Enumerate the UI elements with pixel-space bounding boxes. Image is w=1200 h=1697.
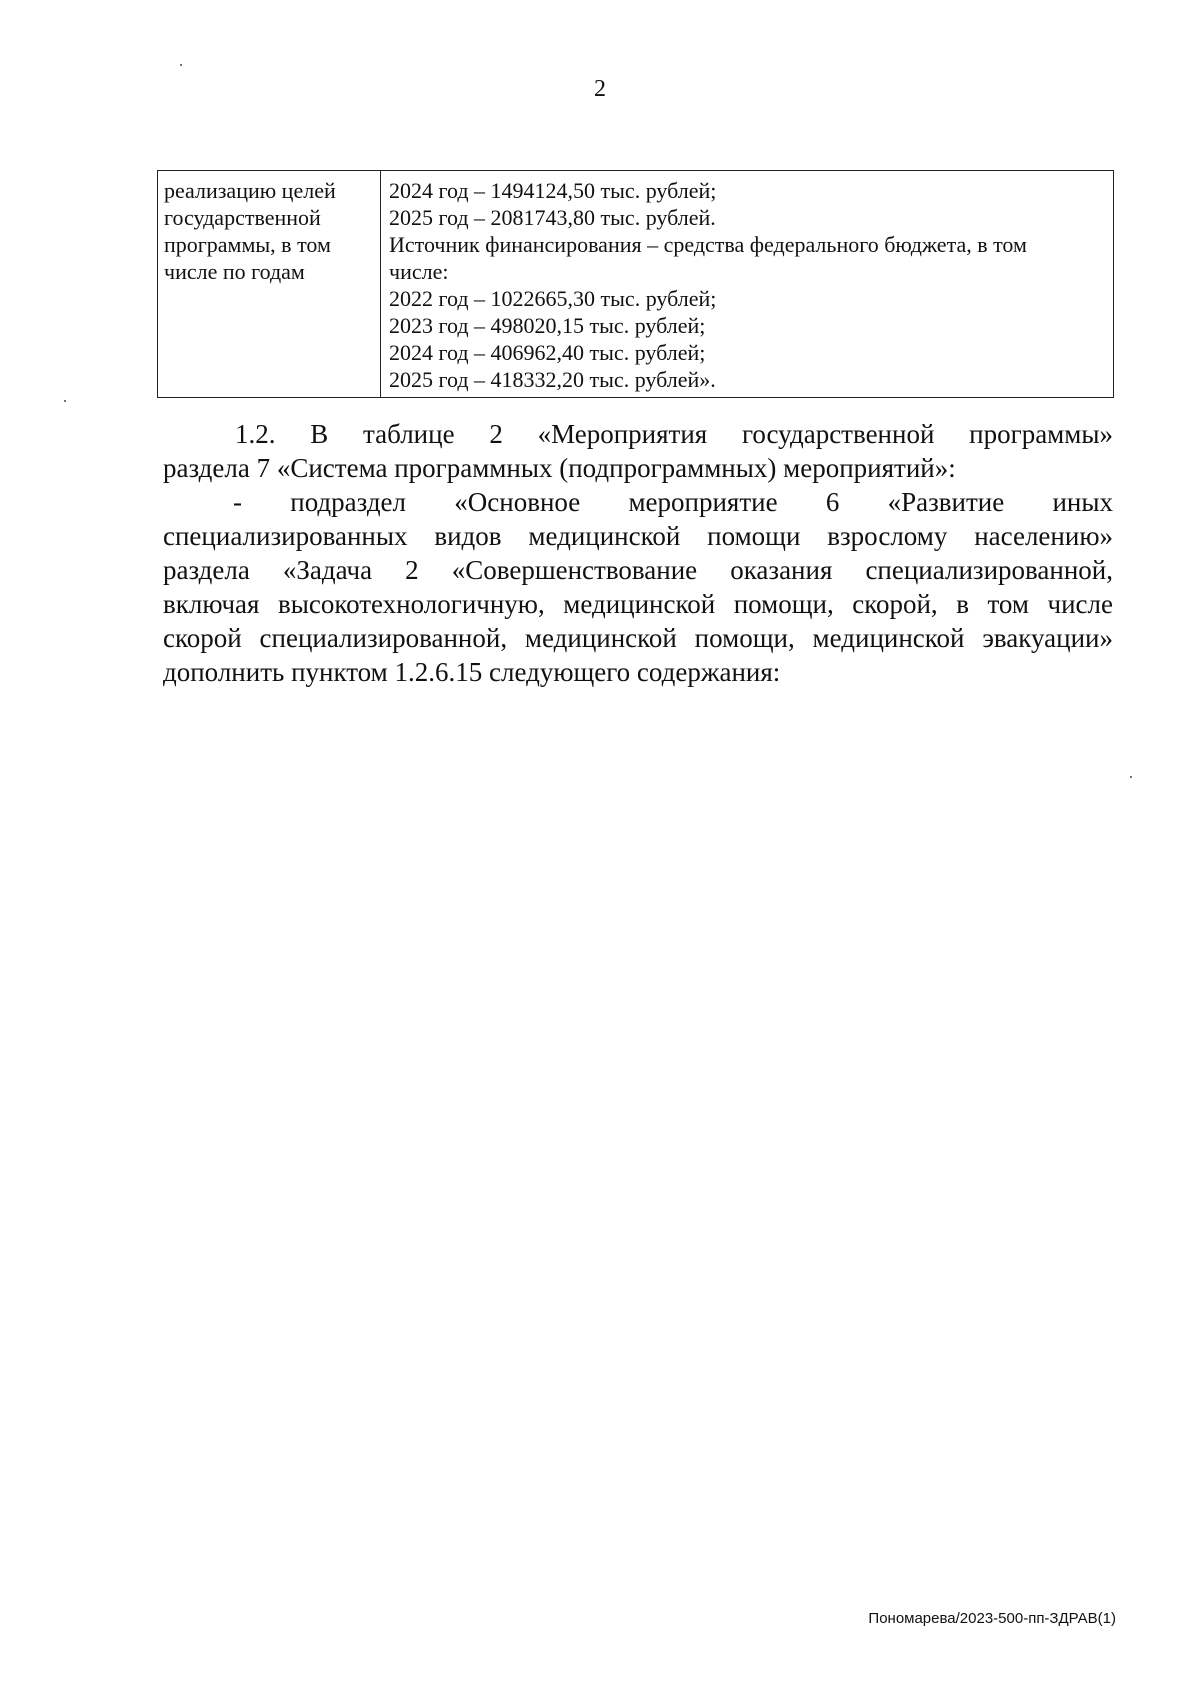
text-line: раздела «Задача 2 «Совершенствование оказания специализированной, [163, 555, 1113, 585]
table-row [158, 171, 1114, 398]
paragraph-subsection [163, 485, 1113, 689]
cell-line: 2022 год – 1022665,30 тыс. рублей; [389, 286, 717, 311]
text-line: дополнить пунктом 1.2.6.15 следующего содержания: [163, 657, 781, 687]
text-line: 1.2. В таблице 2 «Мероприятия государственной программы» [235, 419, 1113, 449]
text-line: раздела 7 «Система программных (подпрограммных) мероприятий»: [163, 453, 956, 483]
page-number: 2 [594, 76, 606, 102]
cell-line: Источник финансирования – средства федерального бюджета, в том [389, 232, 1027, 257]
text-line: специализированных видов медицинской помощи взрослому населению» [163, 521, 1113, 551]
table-cell-values [381, 171, 1114, 398]
cell-line: числе по годам [164, 259, 305, 284]
cell-line: реализацию целей [164, 178, 336, 203]
cell-line: числе: [389, 259, 449, 284]
scan-speck [1130, 776, 1132, 778]
text-line: скорой специализированной, медицинской помощи, медицинской эвакуации» [163, 623, 1113, 653]
cell-line: 2025 год – 2081743,80 тыс. рублей. [389, 205, 716, 230]
scan-speck [180, 64, 182, 66]
cell-line: 2025 год – 418332,20 тыс. рублей». [389, 367, 716, 392]
scan-speck [64, 400, 66, 402]
document-footer-code: Пономарева/2023-500-пп-ЗДРАВ(1) [868, 1610, 1116, 1627]
cell-line: 2024 год – 406962,40 тыс. рублей; [389, 340, 706, 365]
paragraph-1-2 [163, 417, 1113, 485]
text-line: - подраздел «Основное мероприятие 6 «Развитие иных [233, 487, 1113, 517]
cell-line: 2023 год – 498020,15 тыс. рублей; [389, 313, 706, 338]
cell-line: программы, в том [164, 232, 331, 257]
cell-line: 2024 год – 1494124,50 тыс. рублей; [389, 178, 717, 203]
table-cell-label [158, 171, 381, 398]
cell-line: государственной [164, 205, 321, 230]
funding-table [157, 170, 1114, 398]
text-line: включая высокотехнологичную, медицинской помощи, скорой, в том числе [163, 589, 1113, 619]
